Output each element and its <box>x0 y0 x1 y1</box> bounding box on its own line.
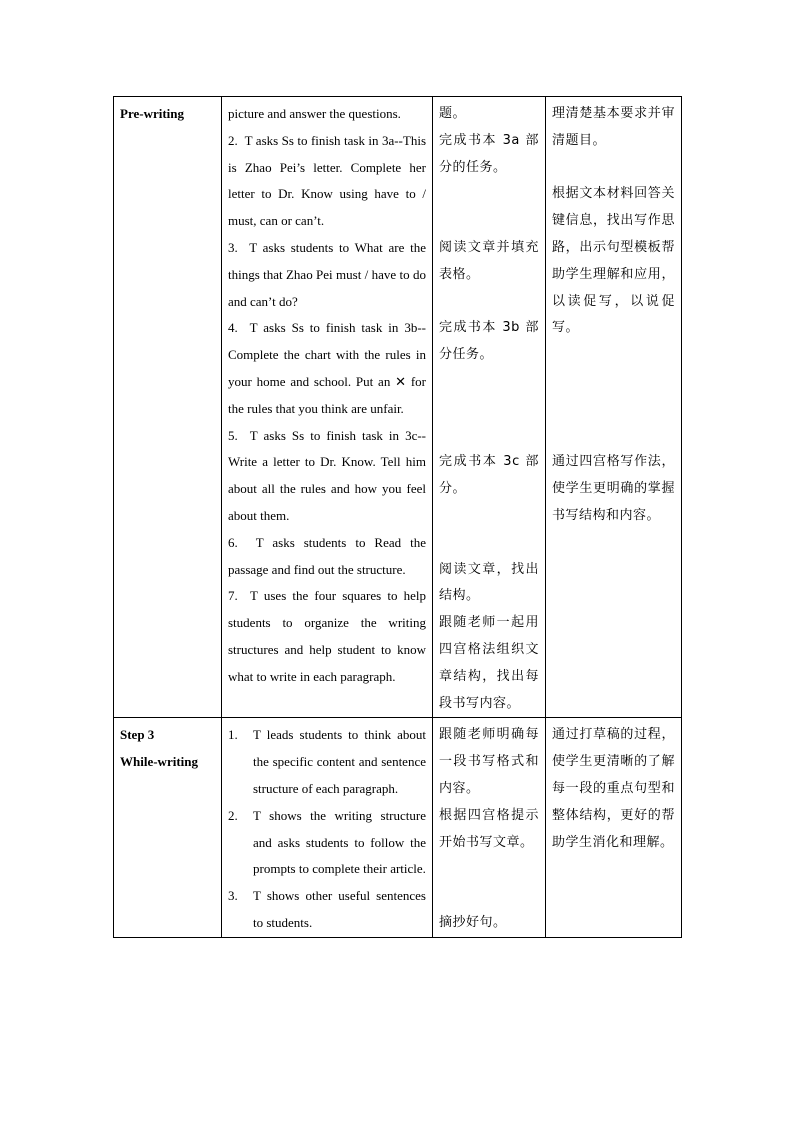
list-item: 2. T shows the writing structure and asks students to follow the prompts to complete their article. <box>228 807 426 877</box>
lesson-plan-table <box>113 96 682 938</box>
student-item: 完成书本 3b 部分任务。 <box>439 320 539 363</box>
design-purpose-cell <box>546 718 682 937</box>
student-item: 完成书本 3a 部分的任务。 <box>439 132 539 175</box>
teacher-item: 4. T asks Ss to finish task in 3b--Complete the chart with the rules in your home and school. Put an ✕ for the rules that you think are unfair. <box>228 320 426 416</box>
student-item: 完成书本 3c 部分。 <box>439 454 539 497</box>
teacher-item: picture and answer the questions. <box>228 106 401 121</box>
table-row-while-writing <box>114 718 682 937</box>
list-item: 1. T leads students to think about the specific content and sentence structure of each paragraph. <box>228 727 426 796</box>
table-row-pre-writing <box>114 97 682 718</box>
student-item: 根据四宫格提示开始书写文章。 <box>439 807 539 850</box>
purpose-item: 通过四宫格写作法，使学生更明确的掌握书写结构和内容。 <box>552 454 675 523</box>
student-activity-cell <box>433 718 546 937</box>
purpose-item: 根据文本材料回答关键信息，找出写作思路，出示句型模板帮助学生理解和应用，以读促写，以说促写。 <box>552 186 675 336</box>
student-item: 摘抄好句。 <box>439 914 507 930</box>
teacher-item: 3. T asks students to What are the things that Zhao Pei must / have to do and can’t do? <box>228 239 426 309</box>
teacher-item-list <box>228 722 426 936</box>
student-item: 题。 <box>439 106 467 121</box>
student-item: 跟随老师一起用四宫格法组织文章结构，找出每段书写内容。 <box>439 615 539 711</box>
step-title: Step 3 <box>120 727 155 743</box>
teacher-activity-cell <box>222 718 433 937</box>
teacher-item: 5. T asks Ss to finish task in 3c--Write a letter to Dr. Know. Tell him about all the rules and how you feel about them. <box>228 427 426 523</box>
teacher-item: 7. T uses the four squares to help students to organize the writing structures and help student to know what to write in each paragraph. <box>228 588 426 684</box>
student-item: 阅读文章并填充表格。 <box>439 239 539 282</box>
purpose-item: 通过打草稿的过程，使学生更清晰的了解每一段的重点句型和整体结构，更好的帮助学生消化和理解。 <box>552 727 675 850</box>
student-item: 阅读文章，找出结构。 <box>439 561 539 604</box>
step-subtitle: While-writing <box>120 754 198 770</box>
step-title: Pre-writing <box>120 106 185 121</box>
teacher-item: 6. T asks students to Read the passage and find out the structure. <box>228 534 426 577</box>
student-item: 跟随老师明确每一段书写格式和内容。 <box>439 727 539 796</box>
purpose-item: 理清楚基本要求并审清题目。 <box>552 106 675 148</box>
teacher-item: 2. T asks Ss to finish task in 3a--This is Zhao Pei’s letter. Complete her letter to Dr. Know using have to / must, can or can’t. <box>228 132 426 229</box>
list-item: 3. T shows other useful sentences to students. <box>228 888 426 930</box>
student-activity-cell <box>433 97 546 718</box>
design-purpose-cell <box>546 97 682 718</box>
teacher-activity-cell <box>222 97 433 718</box>
step-cell <box>114 718 222 937</box>
step-cell <box>114 97 222 718</box>
